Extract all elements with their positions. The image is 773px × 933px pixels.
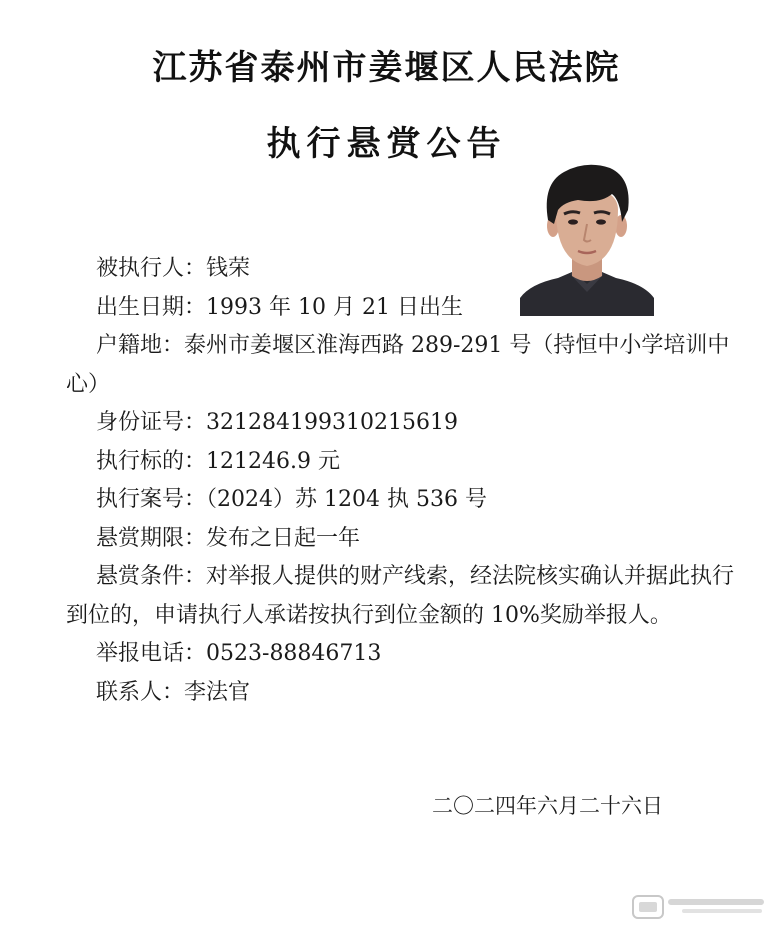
condition-value: 对举报人提供的财产线索，经法院核实确认并据此执行到位的，申请执行人承诺按执行到位金额的 10%奖励举报人。 [66,564,735,628]
name-value: 钱荣 [206,256,251,281]
phone-label: 举报电话： [96,641,207,666]
notice-body [66,250,746,712]
field-birth [66,289,746,328]
id-value: 321284199310215619 [206,410,458,435]
field-case [66,481,746,520]
field-contact [66,674,746,713]
amount-label: 执行标的： [96,448,207,474]
name-label: 被执行人： [96,256,207,281]
case-value: （2024）苏 1204 执 536 号 [206,487,487,512]
notice-title: 执行悬赏公告 [266,124,507,164]
field-id [66,404,746,443]
field-period [66,520,746,559]
period-label: 悬赏期限： [96,525,207,551]
residence-label: 户籍地： [96,333,185,358]
residence-value: 泰州市姜堰区淮海西路 289-291 号（持恒中小学培训中心） [66,333,730,397]
field-residence [66,327,746,404]
site-logo-icon [632,893,768,921]
field-condition [66,558,746,635]
contact-value: 李法官 [184,679,251,705]
notice-date: 二〇二四年六月二十六日 [432,794,663,818]
period-value: 发布之日起一年 [206,525,361,551]
court-name: 江苏省泰州市姜堰区人民法院 [152,48,621,88]
watermark-logo-icon [632,893,768,921]
phone-value: 0523-88846713 [206,641,382,666]
id-label: 身份证号： [96,410,207,435]
condition-label: 悬赏条件： [96,564,207,589]
field-name [66,250,746,289]
birth-value: 1993 年 10 月 21 日出生 [206,294,463,320]
contact-label: 联系人： [96,679,185,705]
field-amount [66,443,746,482]
amount-value: 121246.9 元 [206,448,340,474]
case-label: 执行案号： [96,487,207,512]
field-phone [66,635,746,674]
birth-label: 出生日期： [96,294,207,320]
